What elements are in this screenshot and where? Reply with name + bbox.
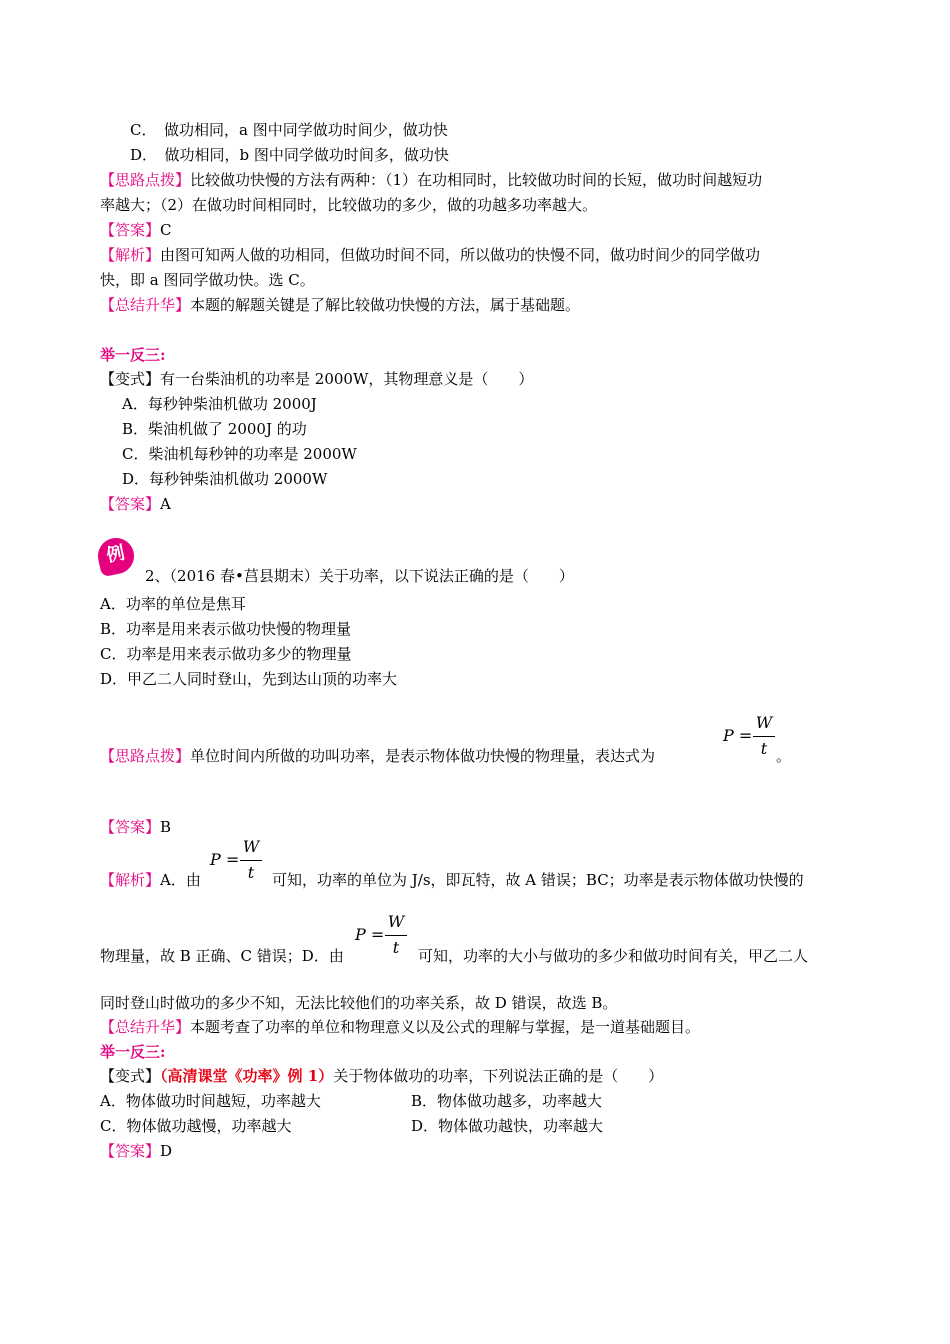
answer-value: B — [160, 818, 172, 836]
example-silu-line — [100, 746, 655, 766]
variant-question-1: 【变式】有一台柴油机的功率是 2000W，其物理意义是（ ） — [100, 370, 534, 388]
variant-answer — [100, 494, 171, 514]
jiexi-text-2a: 物理量，故 B 正确、C 错误；D．由 — [100, 947, 344, 965]
variant2-option-b: B．物体做功越多，功率越大 — [411, 1092, 603, 1110]
fraction-bar — [240, 860, 262, 861]
variant2-option-d: D．物体做功越快，功率越大 — [411, 1117, 604, 1135]
option-d: D． 做功相同，b 图中同学做功时间多，做功快 — [130, 146, 449, 164]
formula-numerator: W — [755, 713, 773, 732]
variant-source: （高清课堂《功率》例 1） — [160, 1067, 334, 1085]
formula-denominator: t — [760, 739, 768, 758]
example-badge: 例 — [95, 535, 138, 578]
answer-tag: 【答案】 — [100, 495, 161, 513]
jiexi-text-2: 快，即 a 图同学做功快。选 C。 — [100, 271, 315, 289]
zongjie-text: 本题的解题关键是了解比较做功快慢的方法，属于基础题。 — [190, 296, 581, 314]
jiexi-tag: 【解析】 — [100, 246, 161, 264]
silu-tag: 【思路点拨】 — [100, 747, 191, 765]
jiexi-tag: 【解析】 — [100, 871, 161, 889]
example-option-b: B．功率是用来表示做功快慢的物理量 — [100, 620, 352, 638]
power-formula — [355, 912, 415, 962]
variant-question-2 — [100, 1066, 663, 1086]
silu-text-1: 比较做功快慢的方法有两种：（1）在功相同时，比较做功时间的长短，做功时间越短功 — [190, 171, 763, 189]
answer-line — [100, 220, 172, 240]
example-jiexi-line-1a — [100, 870, 201, 890]
example-answer — [100, 817, 171, 837]
example-option-c: C．功率是用来表示做功多少的物理量 — [100, 645, 352, 663]
variant-option-c: C．柴油机每秒钟的功率是 2000W — [122, 445, 357, 463]
example-question: 2、（2016 春•莒县期末）关于功率，以下说法正确的是（ ） — [145, 567, 574, 585]
jyfs-heading-2: 举一反三: — [100, 1043, 166, 1061]
power-formula — [723, 713, 783, 763]
silu-tag: 【思路点拨】 — [100, 171, 191, 189]
formula-denominator: t — [247, 863, 255, 882]
variant-option-b: B．柴油机做了 2000J 的功 — [122, 420, 307, 438]
variant2-answer — [100, 1141, 172, 1161]
formula-lhs: P = — [723, 726, 753, 745]
example-option-a: A．功率的单位是焦耳 — [100, 595, 246, 613]
variant2-option-a: A．物体做功时间越短，功率越大 — [100, 1092, 321, 1110]
formula-lhs: P = — [355, 925, 385, 944]
fraction-bar — [385, 935, 407, 936]
formula-denominator: t — [392, 938, 400, 957]
jiexi-text-1b: 可知，功率的单位为 J/s，即瓦特，故 A 错误；BC；功率是表示物体做功快慢的 — [272, 871, 804, 889]
zongjie-line — [100, 295, 580, 315]
jiexi-text-1: 由图可知两人做的功相同，但做功时间不同，所以做功的快慢不同，做功时间少的同学做功 — [160, 246, 761, 264]
option-c: C． 做功相同，a 图中同学做功时间少，做功快 — [130, 121, 448, 139]
power-formula — [210, 837, 270, 887]
zongjie-text: 本题考查了功率的单位和物理意义以及公式的理解与掌握，是一道基础题目。 — [190, 1018, 701, 1036]
jiexi-text-3: 同时登山时做功的多少不知，无法比较他们的功率关系，故 D 错误，故选 B。 — [100, 994, 618, 1012]
example-option-d: D．甲乙二人同时登山，先到达山顶的功率大 — [100, 670, 398, 688]
silu-text: 单位时间内所做的功叫功率，是表示物体做功快慢的物理量，表达式为 — [190, 747, 656, 765]
variant2-option-c: C．物体做功越慢，功率越大 — [100, 1117, 292, 1135]
variant-option-a: A．每秒钟柴油机做功 2000J — [122, 395, 317, 413]
formula-lhs: P = — [210, 850, 240, 869]
silu-end: 。 — [776, 747, 792, 765]
jiexi-text-1a: A．由 — [160, 871, 201, 889]
jiexi-text-2b: 可知，功率的大小与做功的多少和做功时间有关，甲乙二人 — [418, 947, 809, 965]
answer-value: C — [160, 221, 172, 239]
answer-value: D — [160, 1142, 173, 1160]
variant-question-text: 关于物体做功的功率，下列说法正确的是（ ） — [333, 1067, 664, 1085]
formula-numerator: W — [242, 837, 260, 856]
answer-tag: 【答案】 — [100, 818, 161, 836]
variant-option-d: D．每秒钟柴油机做功 2000W — [122, 470, 328, 488]
zongjie-tag: 【总结升华】 — [100, 1018, 191, 1036]
example-zongjie — [100, 1017, 700, 1037]
silu-text-2: 率越大；（2）在做功时间相同时，比较做功的多少，做的功越多功率越大。 — [100, 196, 598, 214]
silu-line-1 — [100, 170, 762, 190]
answer-tag: 【答案】 — [100, 221, 161, 239]
variant-prefix: 【变式】 — [100, 1067, 161, 1085]
formula-numerator: W — [387, 912, 405, 931]
jyfs-heading-1: 举一反三: — [100, 346, 166, 364]
answer-value: A — [160, 495, 171, 513]
fraction-bar — [753, 736, 775, 737]
zongjie-tag: 【总结升华】 — [100, 296, 191, 314]
answer-tag: 【答案】 — [100, 1142, 161, 1160]
jiexi-line-1 — [100, 245, 760, 265]
